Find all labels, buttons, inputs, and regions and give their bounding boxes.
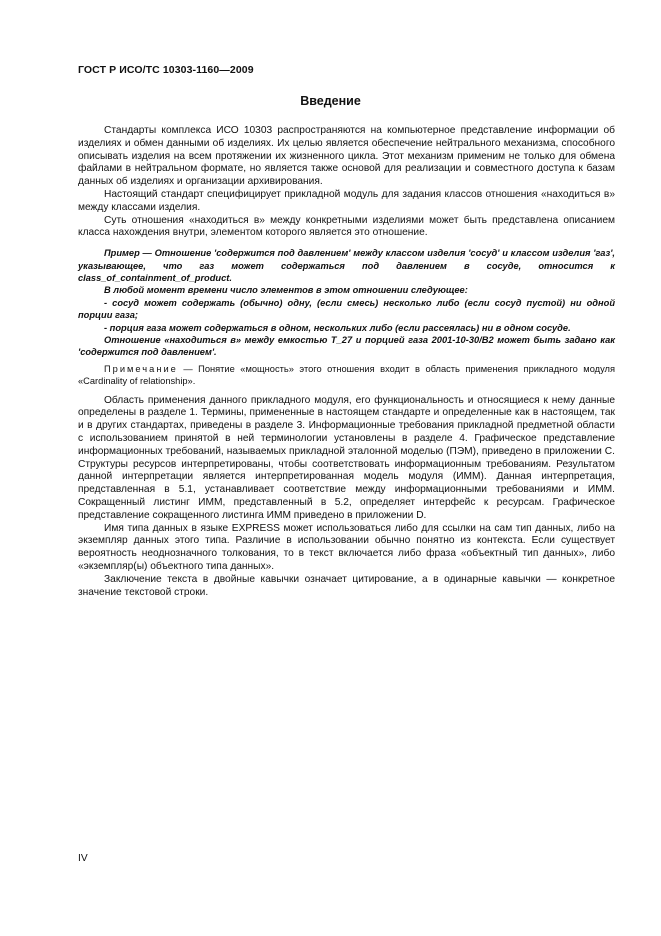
example-line: В любой момент времени число элементов в этом отношении следующее: — [104, 285, 468, 296]
paragraph: Настоящий стандарт специфицирует прикладной модуль для задания классов отношения «находиться в» между классами изделия. — [78, 188, 615, 213]
example-line: - сосуд может содержать (обычно) одну, (если смесь) несколько либо (если сосуд пустой) ни одной порции газа; — [78, 297, 615, 321]
paragraph: Заключение текста в двойные кавычки означает цитирование, а в одинарные кавычки — конкретное значение текстовой строки. — [78, 573, 615, 598]
section-title: Введение — [300, 94, 361, 108]
example-line: - порция газа может содержаться в одном, нескольких либо (если рассеялась) ни в одном сосуде. — [104, 322, 571, 333]
example-line: Пример — Отношение 'содержится под давлением' между классом изделия 'сосуд' и классом изделия 'газ', указывающее, что газ может содержаться под давлением в сосуде, относится к class_of_containment_of_product. — [78, 248, 615, 283]
note — [78, 363, 615, 388]
example-block — [78, 247, 615, 359]
paragraph: Область применения данного прикладного модуля, его функциональность и относящиеся к нему данные определены в разделе 1. Термины, примененные в настоящем стандарте и определенные как в настоящем, так и в других стандартах, приведены в разделе 3. Информационные требования прикладной предметной области с использованием принятой в ней терминологии установлены в разделе 4. Графическое представление информационных требований, называемых прикладной эталонной моделью (ПЭМ), приведено в приложении С. Структуры ресурсов интерпретированы, чтобы соответствовать информационным требованиям. Результатом данной интерпретации является интерпретированная модель модуля (ИММ). Данная интерпретация, представленная в 5.1, устанавливает соответствие между информационными требованиями и ИММ. Сокращенный листинг ИММ, представленный в 5.2, определяет интерфейс к ресурсам. Графическое представление сокращенного листинга ИММ приведено в приложении D. — [78, 394, 615, 521]
document-body — [78, 125, 615, 599]
note-label: Примечание — [104, 363, 178, 374]
page-number: IV — [78, 853, 88, 864]
example-line: Отношение «находиться в» между емкостью T_27 и порцией газа 2001-10-30/B2 может быть задано как 'содержится под давлением'. — [78, 335, 615, 358]
note-text: — Понятие «мощность» этого отношения входит в область применения прикладного модуля «Cardinality of relationship». — [78, 363, 615, 387]
document-header: ГОСТ Р ИСО/ТС 10303-1160—2009 — [78, 64, 254, 76]
paragraph: Суть отношения «находиться в» между конкретными изделиями может быть представлена описанием класса нахождения внутри, элементом которого является это отношение. — [78, 214, 615, 239]
paragraph: Стандарты комплекса ИСО 10303 распространяются на компьютерное представление информации об изделиях и обмен данными об изделиях. Их целью является обеспечение нейтрального механизма, способного описывать изделия на всем протяжении их жизненного цикла. Этот механизм применим не только для обмена файлами в нейтральном формате, но является также основой для реализации и совместного доступа к базам данных об изделиях и организации архивирования. — [78, 125, 615, 188]
paragraph: Имя типа данных в языке EXPRESS может использоваться либо для ссылки на сам тип данных, либо на экземпляр данных этого типа. Различие в использовании обычно понятно из контекста. Если существует вероятность неоднозначного толкования, то в текст включается либо фраза «объектный тип данных», либо «экземпляр(ы) объектного типа данных». — [78, 522, 615, 572]
